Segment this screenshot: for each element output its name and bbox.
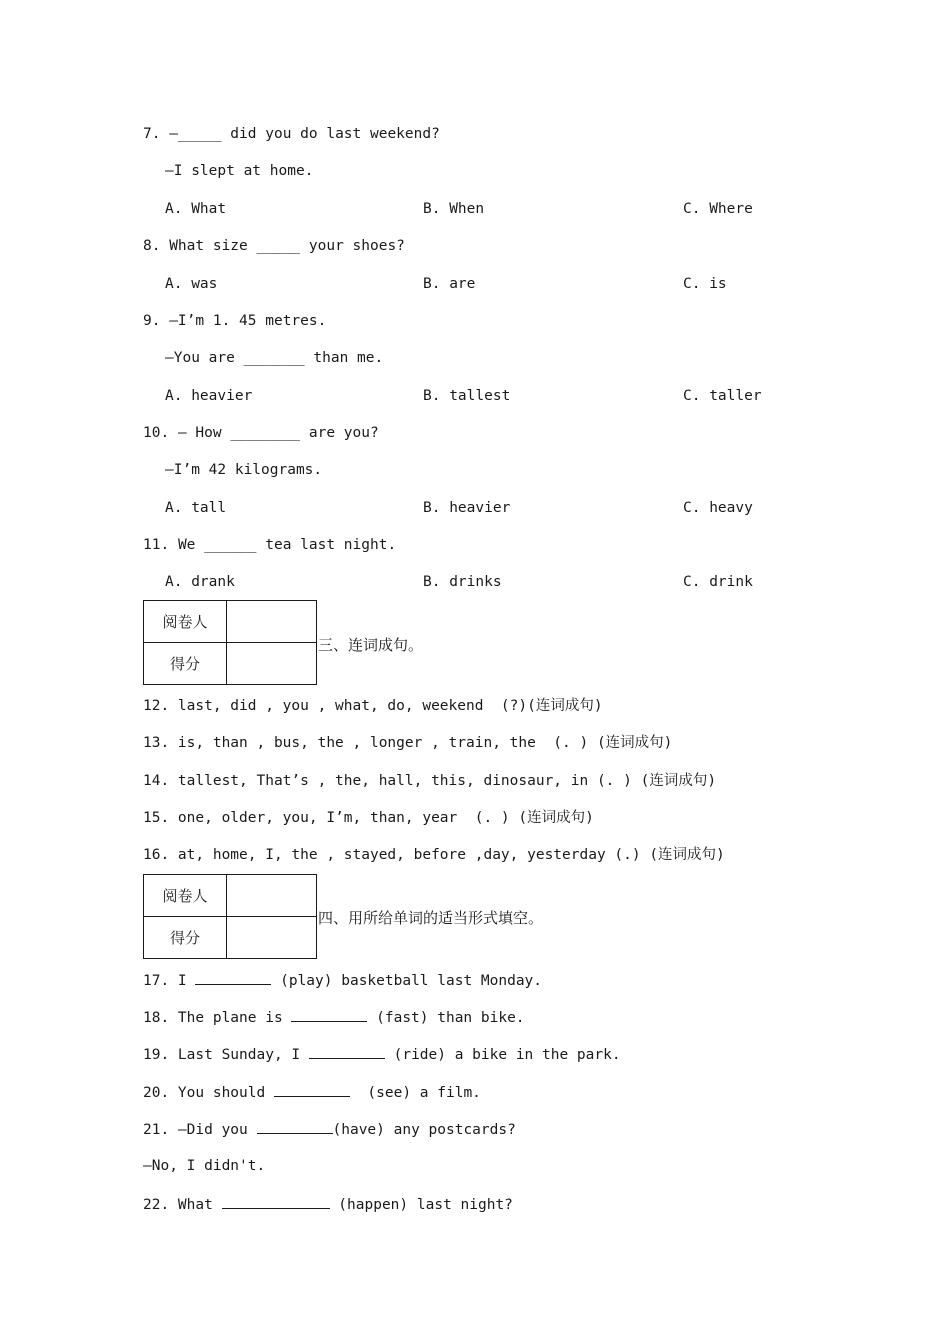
- question-22: 22. What (happen) last night?: [143, 1194, 513, 1215]
- grader-reader-cell[interactable]: [227, 601, 317, 643]
- question-17: 17. I (play) basketball last Monday.: [143, 970, 542, 991]
- question-21-reply: —No, I didn't.: [143, 1158, 266, 1174]
- question-10-option-b: B. heavier: [423, 500, 511, 516]
- question-9-option-b: B. tallest: [423, 388, 511, 404]
- question-9-option-a: A. heavier: [165, 388, 253, 404]
- question-9-option-c: C. taller: [683, 388, 762, 404]
- grader-reader-label: 阅卷人: [144, 875, 227, 917]
- question-18: 18. The plane is (fast) than bike.: [143, 1007, 525, 1028]
- answer-blank[interactable]: [274, 1082, 350, 1097]
- grader-table-section-3: [143, 600, 317, 685]
- section-4-title: 四、用所给单词的适当形式填空。: [318, 909, 544, 927]
- question-8-option-b: B. are: [423, 276, 476, 292]
- answer-blank[interactable]: [309, 1044, 385, 1059]
- question-7-option-a: A. What: [165, 201, 227, 217]
- question-11-option-a: A. drank: [165, 574, 235, 590]
- grader-reader-label: 阅卷人: [144, 601, 227, 643]
- question-8-stem: 8. What size _____ your shoes?: [143, 238, 405, 254]
- question-14: 14. tallest, That’s , the, hall, this, dinosaur, in (. ) (连词成句): [143, 773, 717, 789]
- question-20: 20. You should (see) a film.: [143, 1082, 481, 1103]
- question-10-option-a: A. tall: [165, 500, 227, 516]
- question-9-reply: —You are _______ than me.: [165, 350, 384, 366]
- question-11-stem: 11. We ______ tea last night.: [143, 537, 397, 553]
- section-3-title: 三、连词成句。: [318, 636, 424, 654]
- grader-reader-cell[interactable]: [227, 875, 317, 917]
- grader-score-label: 得分: [144, 917, 227, 959]
- question-10-reply: —I’m 42 kilograms.: [165, 462, 323, 478]
- question-10-stem: 10. — How ________ are you?: [143, 425, 379, 441]
- grader-score-cell[interactable]: [227, 643, 317, 685]
- question-10-option-c: C. heavy: [683, 500, 753, 516]
- question-9-stem: 9. —I’m 1. 45 metres.: [143, 313, 327, 329]
- answer-blank[interactable]: [257, 1119, 333, 1134]
- question-7-option-b: B. When: [423, 201, 485, 217]
- answer-blank[interactable]: [291, 1007, 367, 1022]
- question-12: 12. last, did , you , what, do, weekend (?)(连词成句): [143, 698, 603, 714]
- question-21: 21. —Did you (have) any postcards?: [143, 1119, 516, 1140]
- question-16: 16. at, home, I, the , stayed, before ,day, yesterday (.) (连词成句): [143, 847, 725, 863]
- question-8-option-c: C. is: [683, 276, 727, 292]
- question-7-stem: 7. —_____ did you do last weekend?: [143, 126, 440, 142]
- grader-table-section-4: [143, 874, 317, 959]
- question-7-option-c: C. Where: [683, 201, 753, 217]
- question-13: 13. is, than , bus, the , longer , train, the (. ) (连词成句): [143, 735, 673, 751]
- question-11-option-c: C. drink: [683, 574, 753, 590]
- grader-score-label: 得分: [144, 643, 227, 685]
- answer-blank[interactable]: [195, 970, 271, 985]
- question-15: 15. one, older, you, I’m, than, year (. ) (连词成句): [143, 810, 594, 826]
- question-8-option-a: A. was: [165, 276, 218, 292]
- question-7-reply: —I slept at home.: [165, 163, 314, 179]
- question-11-option-b: B. drinks: [423, 574, 502, 590]
- grader-score-cell[interactable]: [227, 917, 317, 959]
- answer-blank[interactable]: [222, 1194, 330, 1209]
- question-19: 19. Last Sunday, I (ride) a bike in the park.: [143, 1044, 621, 1065]
